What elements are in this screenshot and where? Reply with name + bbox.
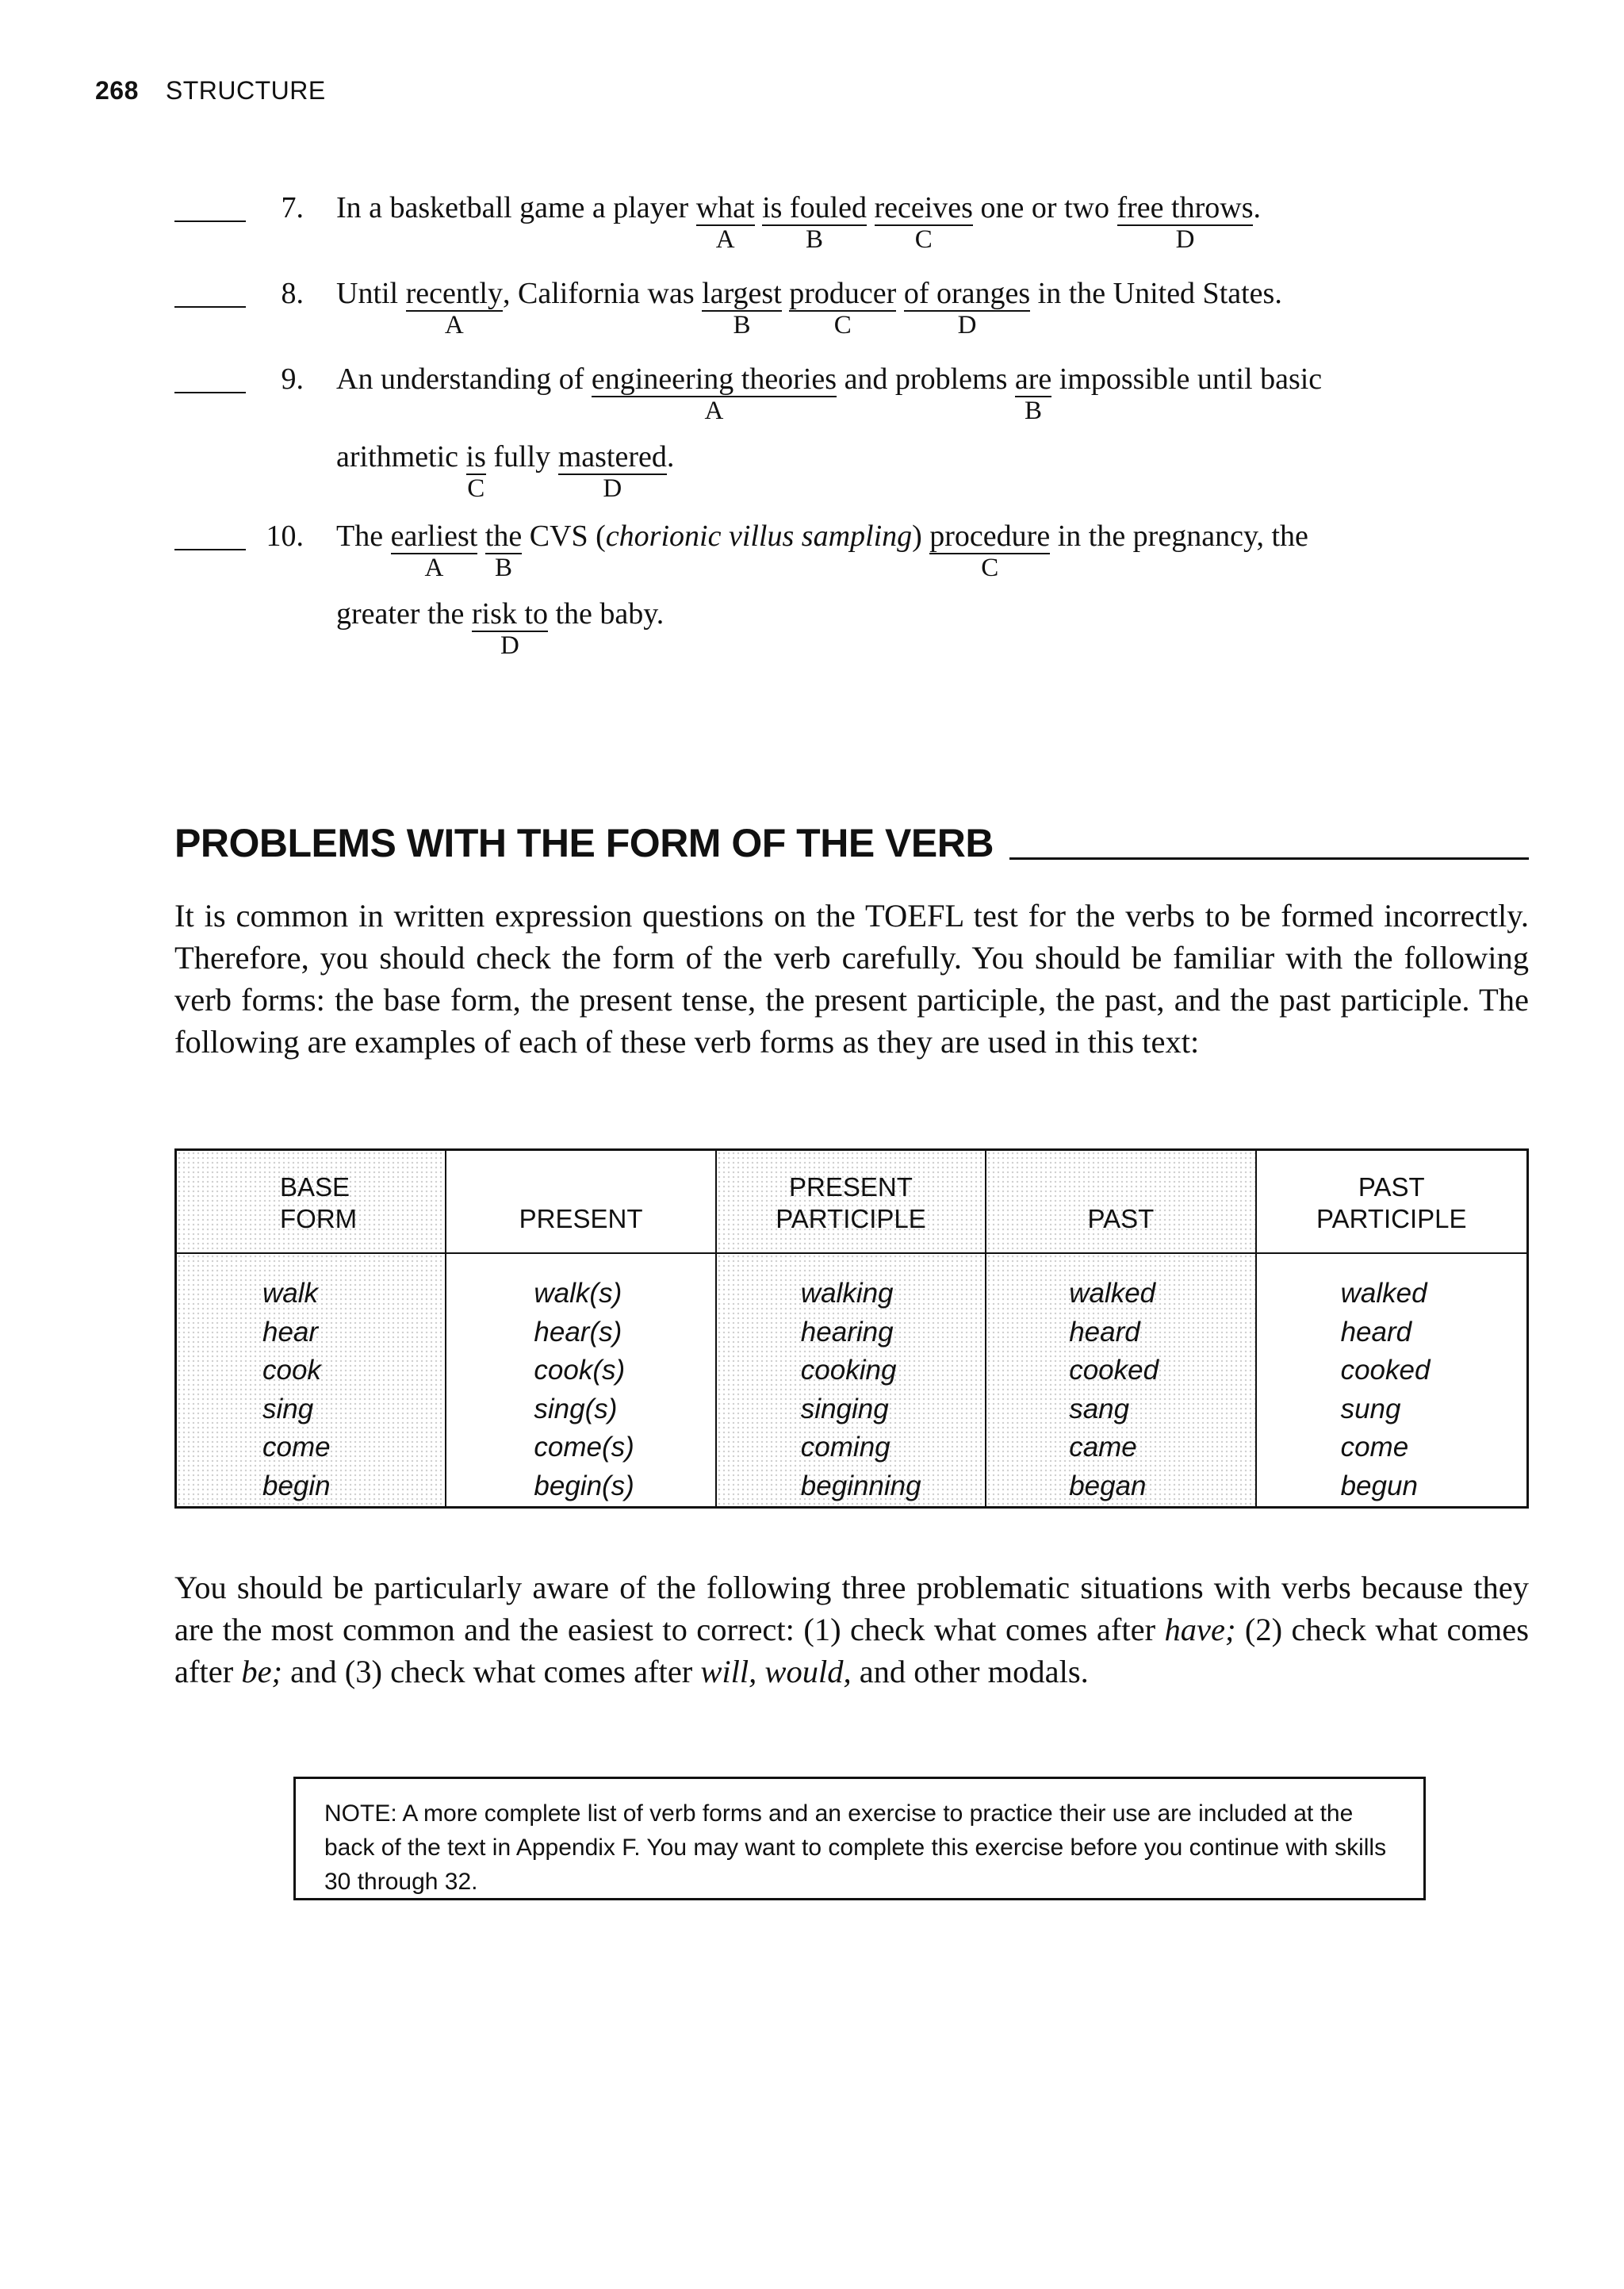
verb-form-cell: cooked [1340,1355,1431,1386]
table-header-past-participle [1257,1151,1526,1254]
question-number: 10. [266,520,304,553]
option-letter: A [444,310,464,339]
answer-blank [174,220,246,222]
question-number: 8. [281,277,304,310]
verb-form-cell: sang [1069,1393,1130,1424]
underlined-option [789,277,897,339]
table-header-text: FORM [280,1204,358,1233]
answer-blank [174,392,246,393]
option-text: earliest [390,520,478,553]
underlined-option [762,191,867,254]
table-header-base-form [177,1151,446,1254]
verb-form-cell: singing [800,1393,889,1424]
verb-form-cell: cooking [800,1355,897,1386]
verb-form-cell: cook [262,1355,321,1386]
option-letter: D [603,474,622,503]
option-letter: C [981,553,999,582]
answer-blank [174,549,246,550]
verb-form-cell: beginning [800,1470,921,1501]
verb-form-cell: hear(s) [534,1316,622,1348]
option-text: of oranges [903,277,1031,310]
option-letter: A [715,224,735,254]
option-text: largest [702,277,782,310]
underlined-option [903,277,1031,339]
option-text: mastered [557,440,667,474]
underlined-option [471,597,548,660]
table-column-base-form [177,1254,446,1506]
verb-form-cell: sing [262,1393,314,1424]
option-text: what [695,191,755,224]
underlined-option [485,520,523,582]
underlined-option [702,277,782,339]
verb-form-cell: walk [262,1278,319,1309]
underlined-option [390,520,478,582]
table-header-text: PAST [1358,1172,1425,1202]
underlined-option [874,191,973,254]
italic-term: will, would, [700,1654,852,1689]
verb-form-cell: come [1340,1432,1409,1463]
option-text: engineering theories [591,362,837,396]
page-number: 268 [95,76,139,105]
option-letter: C [833,310,852,339]
verb-form-cell: heard [1069,1316,1140,1348]
question-text-line: An understanding of engineering theories A and problems are B impossible until basic [336,362,1323,425]
underlined-option [1014,362,1052,425]
question-text-line: In a basketball game a player what A is fouled B receives C one or two free throws D . [336,191,1261,254]
table-header-text: PRESENT [519,1204,643,1233]
option-text: receives [874,191,973,224]
verb-form-cell: begun [1340,1470,1418,1501]
option-text: is [465,440,486,474]
section-title: PROBLEMS WITH THE FORM OF THE VERB [174,821,994,865]
option-letter: B [806,224,824,254]
intro-paragraph: It is common in written expression questions on the TOEFL test for the verbs to be formed incorrectly. Therefore, you should check the form of the verb carefully. You should be familiar with the following verb forms: the base form, the present tense, the present participle, the past, and the past participle. The following are examples of each of these verb forms as they are used in this text: [174,898,1529,1060]
verb-form-cell: heard [1340,1316,1412,1348]
underlined-option [405,277,503,339]
note-box [293,1777,1426,1900]
verb-form-cell: begin(s) [534,1470,634,1501]
option-letter: D [1175,224,1195,254]
question-text-line: Until recently A , California was largest B producer C of oranges D in the United States. [336,277,1282,339]
option-text: is fouled [762,191,867,224]
option-text: producer [789,277,897,310]
option-letter: A [424,553,444,582]
heading-rule [1009,857,1529,860]
option-text: the [485,520,523,553]
verb-form-cell: began [1069,1470,1147,1501]
question-text-line: greater the risk to D the baby. [336,597,665,660]
verb-form-cell: sung [1340,1393,1401,1424]
verb-problems-paragraph: You should be particularly aware of the following three problematic situations with verbs because they are the most common and the easiest to correct: (1) check what comes after have; (2) check what comes after be; and (3) check what comes after will, would, and other modals. [174,1570,1530,1689]
note-text: A more complete list of verb forms and an exercise to practice their use are included at the back of the text in Appendix F. You may want to complete this exercise before you continue with skills 30 through 32. [324,1800,1387,1895]
option-letter: C [467,474,485,503]
italic-term: chorionic villus sampling [605,520,913,553]
verb-form-cell: come [262,1432,331,1463]
verb-forms-table [174,1148,1529,1509]
underlined-option [557,440,667,503]
italic-term: be; [241,1654,283,1689]
underlined-option [1116,191,1254,254]
verb-form-cell: came [1069,1432,1137,1463]
answer-blank [174,306,246,308]
verb-form-cell: walked [1069,1278,1156,1309]
option-letter: B [495,553,513,582]
running-section-title: STRUCTURE [165,76,326,105]
table-header-text: BASE [280,1172,350,1202]
underlined-option [929,520,1051,582]
underlined-option [591,362,837,425]
question-text-line: arithmetic is C fully mastered D . [336,440,675,503]
verb-form-cell: cooked [1069,1355,1159,1386]
table-header-past [986,1151,1256,1254]
note-label: NOTE: [324,1800,397,1827]
option-letter: B [1025,396,1043,425]
italic-term: have; [1164,1612,1236,1647]
verb-form-cell: coming [800,1432,891,1463]
option-text: recently [405,277,503,310]
question-text-line: The earliest A the B CVS (chorionic villus sampling) procedure C in the pregnancy, the [336,520,1308,582]
table-header-text: PARTICIPLE [776,1204,926,1233]
table-column-present-participle [717,1254,986,1506]
table-column-past-participle [1257,1254,1526,1506]
question-number: 9. [281,362,304,396]
verb-form-cell: cook(s) [534,1355,626,1386]
table-column-present [446,1254,716,1506]
option-letter: C [914,224,933,254]
option-letter: A [704,396,724,425]
option-text: free throws [1116,191,1254,224]
option-letter: D [500,631,519,660]
option-text: risk to [471,597,548,631]
verb-form-cell: hear [262,1316,319,1348]
section-heading [174,823,1529,863]
table-column-past [986,1254,1256,1506]
verb-form-cell: walk(s) [534,1278,622,1309]
option-letter: B [733,310,751,339]
table-header-text: PRESENT [789,1172,913,1202]
question-number: 7. [281,191,304,224]
verb-form-cell: hearing [800,1316,894,1348]
verb-form-cell: sing(s) [534,1393,618,1424]
table-header-present [446,1151,716,1254]
table-header-text: PAST [1087,1204,1155,1233]
table-header-text: PARTICIPLE [1316,1204,1467,1233]
option-letter: D [957,310,977,339]
verb-form-cell: walking [800,1278,894,1309]
verb-form-cell: walked [1340,1278,1427,1309]
verb-form-cell: begin [262,1470,331,1501]
running-header [95,76,326,105]
underlined-option [465,440,486,503]
option-text: are [1014,362,1052,396]
verb-form-cell: come(s) [534,1432,634,1463]
underlined-option [695,191,755,254]
table-header-present-participle [717,1151,986,1254]
option-text: procedure [929,520,1051,553]
